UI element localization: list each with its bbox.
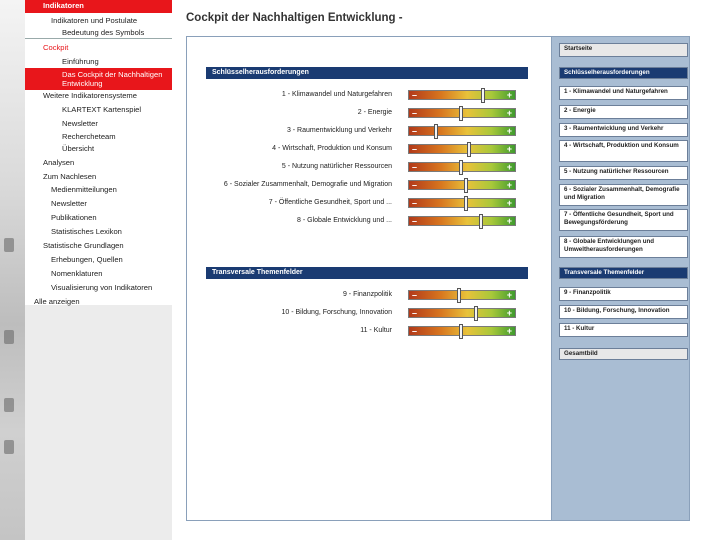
slider-thumb[interactable] [464,178,468,193]
indicator-slider[interactable] [408,290,516,300]
nav-analysen[interactable]: Analysen [43,158,75,167]
right-nav-item[interactable]: 8 - Globale Entwicklungen und Umweltherausforderungen [559,236,688,258]
slider-thumb[interactable] [459,324,463,339]
section-header-key-challenges: Schlüsselherausforderungen [206,67,528,79]
nav-newsletter[interactable]: Newsletter [62,119,98,128]
rows1-label: 6 - Sozialer Zusammenhalt, Demografie und Migration [223,181,392,188]
page-title: Cockpit der Nachhaltigen Entwicklung - [186,12,403,24]
startseite-button[interactable]: Startseite [559,43,688,57]
nav-publikationen[interactable]: Publikationen [51,213,97,222]
nav-indikatoren[interactable]: Indikatoren [25,0,172,13]
minus-icon: – [412,180,418,190]
right-nav-item[interactable]: 3 - Raumentwicklung und Verkehr [559,123,688,137]
right-nav-item[interactable]: 11 - Kultur [559,323,688,337]
nav-medienmitteilungen[interactable]: Medienmitteilungen [51,185,117,194]
minus-icon: – [412,108,418,118]
right-header-transversal: Transversale Themenfelder [559,267,688,279]
plus-icon: + [506,216,512,226]
rows1-label: 4 - Wirtschaft, Produktion und Konsum [272,145,392,152]
plus-icon: + [506,326,512,336]
right-nav-item[interactable]: 6 - Sozialer Zusammenhalt, Demografie und Migration [559,184,688,206]
minus-icon: – [412,290,418,300]
plus-icon: + [506,198,512,208]
nav-weitere-systeme[interactable]: Weitere Indikatorensysteme [43,91,137,100]
plus-icon: + [506,180,512,190]
right-nav-item[interactable]: 10 - Bildung, Forschung, Innovation [559,305,688,319]
decorative-mark [4,398,14,412]
rows1-label: 8 - Globale Entwicklung und ... [297,217,392,224]
minus-icon: – [412,90,418,100]
minus-icon: – [412,126,418,136]
section-header-transversal: Transversale Themenfelder [206,267,528,279]
minus-icon: – [412,162,418,172]
minus-icon: – [412,326,418,336]
indicator-slider[interactable] [408,326,516,336]
rows1-label: 2 - Energie [357,109,392,116]
indicator-slider[interactable] [408,90,516,100]
slider-thumb[interactable] [459,106,463,121]
right-nav-item[interactable]: 1 - Klimawandel und Naturgefahren [559,86,688,100]
indicator-slider[interactable] [408,198,516,208]
rows1-label: 1 - Klimawandel und Naturgefahren [281,91,392,98]
sidebar-nav [25,0,172,525]
decorative-mark [4,238,14,252]
nav-rechercheteam[interactable]: Rechercheteam [62,132,116,141]
indicator-slider[interactable] [408,162,516,172]
indicator-slider[interactable] [408,180,516,190]
indicator-slider[interactable] [408,308,516,318]
rows1-label: 3 - Raumentwicklung und Verkehr [286,127,392,134]
slider-thumb[interactable] [481,88,485,103]
plus-icon: + [506,90,512,100]
right-header-key-challenges: Schlüsselherausforderungen [559,67,688,79]
right-nav-item[interactable]: 7 - Öffentliche Gesundheit, Sport und Bewegungsförderung [559,209,688,231]
right-nav-item[interactable]: 2 - Energie [559,105,688,119]
plus-icon: + [506,126,512,136]
rows1-label: 5 - Nutzung natürlicher Ressourcen [281,163,392,170]
nav-erhebungen[interactable]: Erhebungen, Quellen [51,255,123,264]
nav-einfuehrung[interactable]: Einführung [62,57,99,66]
decorative-mark [4,440,14,454]
nav-zum-nachlesen[interactable]: Zum Nachlesen [43,172,97,181]
slider-thumb[interactable] [479,214,483,229]
nav-bedeutung-symbol[interactable]: Bedeutung des Symbols [25,27,172,39]
minus-icon: – [412,198,418,208]
indicator-slider[interactable] [408,108,516,118]
plus-icon: + [506,290,512,300]
slider-thumb[interactable] [434,124,438,139]
nav-newsletter-2[interactable]: Newsletter [51,199,87,208]
slider-thumb[interactable] [464,196,468,211]
nav-cockpit[interactable]: Cockpit [43,43,69,52]
slider-thumb[interactable] [459,160,463,175]
rows2-label: 11 - Kultur [360,327,392,334]
nav-visualisierung[interactable]: Visualisierung von Indikatoren [51,283,153,292]
decorative-mark [4,330,14,344]
right-nav-item[interactable]: 9 - Finanzpolitik [559,287,688,301]
nav-cockpit-active[interactable]: Das Cockpit der Nachhaltigen Entwicklung [25,68,172,90]
slider-thumb[interactable] [467,142,471,157]
nav-uebersicht[interactable]: Übersicht [62,144,95,153]
nav-stat-lexikon[interactable]: Statistisches Lexikon [51,227,122,236]
minus-icon: – [412,216,418,226]
nav-klartext[interactable]: KLARTEXT Kartenspiel [62,105,142,114]
slider-thumb[interactable] [474,306,478,321]
rows1-label: 7 - Öffentliche Gesundheit, Sport und ... [268,199,392,206]
nav-nomenklaturen[interactable]: Nomenklaturen [51,269,103,278]
decorative-side-image [0,0,25,540]
gesamtbild-button[interactable]: Gesamtbild [559,348,688,360]
nav-indikatoren-postulate[interactable]: Indikatoren und Postulate [51,16,138,25]
plus-icon: + [506,144,512,154]
sidebar-bottom-fill [25,305,172,540]
nav-stat-grundlagen[interactable]: Statistische Grundlagen [43,241,124,250]
plus-icon: + [506,162,512,172]
minus-icon: – [412,308,418,318]
plus-icon: + [506,108,512,118]
indicator-slider[interactable] [408,144,516,154]
nav-alle-anzeigen[interactable]: Alle anzeigen [34,297,80,306]
rows2-label: 10 - Bildung, Forschung, Innovation [281,309,392,316]
plus-icon: + [506,308,512,318]
minus-icon: – [412,144,418,154]
rows2-label: 9 - Finanzpolitik [342,291,392,298]
indicator-slider[interactable] [408,216,516,226]
right-nav-item[interactable]: 5 - Nutzung natürlicher Ressourcen [559,166,688,180]
right-nav-item[interactable]: 4 - Wirtschaft, Produktion und Konsum [559,140,688,162]
slider-thumb[interactable] [457,288,461,303]
indicator-slider[interactable] [408,126,516,136]
